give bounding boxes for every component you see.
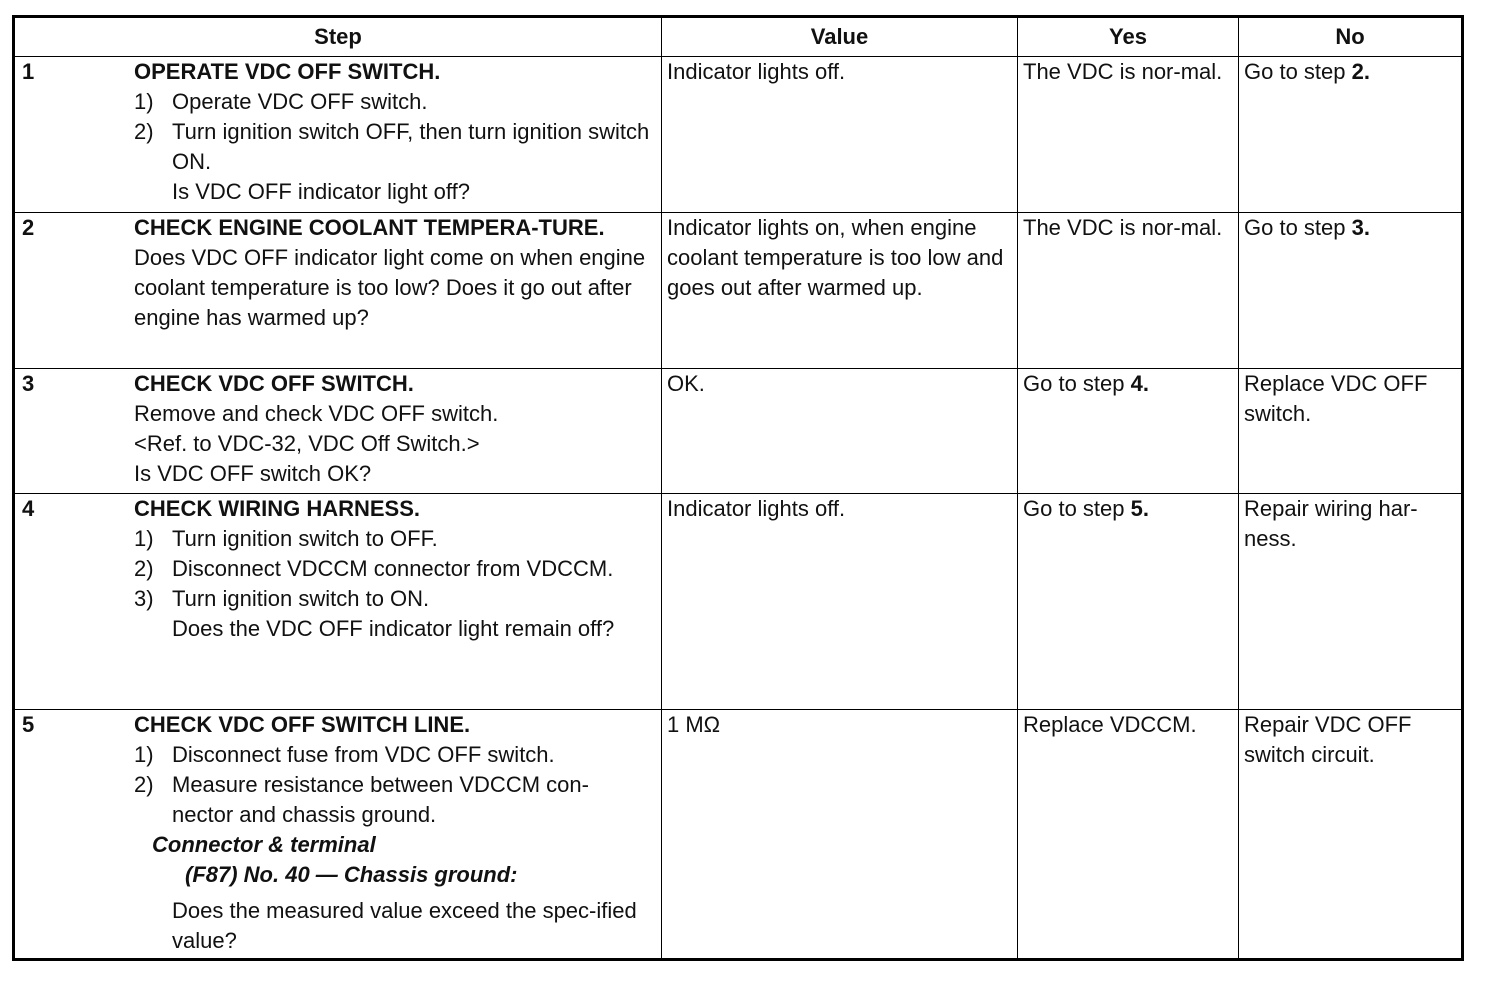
list-item: 1) Turn ignition switch to OFF. bbox=[134, 526, 438, 551]
table-row bbox=[14, 494, 1463, 710]
no-cell: Replace VDC OFF switch. bbox=[1239, 369, 1463, 494]
step-number: 1 bbox=[22, 59, 35, 84]
step-number: 4 bbox=[22, 496, 35, 521]
connector-label: Connector & terminal bbox=[152, 832, 376, 857]
list-item: 2) Measure resistance between VDCCM con-nector and chassis ground. bbox=[134, 772, 589, 827]
step-number: 2 bbox=[22, 215, 35, 240]
header-no: No bbox=[1239, 17, 1463, 57]
no-cell: Go to step 3. bbox=[1239, 213, 1463, 369]
list-item: 1) Disconnect fuse from VDC OFF switch. bbox=[134, 742, 555, 767]
value-cell: Indicator lights off. bbox=[662, 57, 1018, 213]
step-heading: OPERATE VDC OFF SWITCH. bbox=[134, 59, 441, 84]
step-cell bbox=[14, 494, 662, 710]
header-row bbox=[14, 17, 1463, 57]
table-row bbox=[14, 369, 1463, 494]
step-heading: CHECK WIRING HARNESS. bbox=[134, 496, 421, 521]
yes-cell: The VDC is nor-mal. bbox=[1018, 213, 1239, 369]
header-value: Value bbox=[662, 17, 1018, 57]
value-cell: Indicator lights on, when engine coolant temperature is too low and goes out after warmed up. bbox=[662, 213, 1018, 369]
list-item: 2) Disconnect VDCCM connector from VDCCM. bbox=[134, 556, 614, 581]
diagnosis-table bbox=[12, 15, 1464, 961]
yes-cell: The VDC is nor-mal. bbox=[1018, 57, 1239, 213]
header-yes: Yes bbox=[1018, 17, 1239, 57]
step-reference: <Ref. to VDC-32, VDC Off Switch.> bbox=[134, 431, 480, 456]
table-row bbox=[14, 213, 1463, 369]
step-question: Does the measured value exceed the spec-ified value? bbox=[172, 898, 637, 953]
step-heading: CHECK ENGINE COOLANT TEMPERA-TURE. bbox=[134, 215, 605, 240]
step-number: 5 bbox=[22, 712, 35, 737]
list-item: 2) Turn ignition switch OFF, then turn ignition switch ON. bbox=[134, 119, 650, 174]
value-cell: OK. bbox=[662, 369, 1018, 494]
table-row bbox=[14, 710, 1463, 960]
step-heading: CHECK VDC OFF SWITCH LINE. bbox=[134, 712, 471, 737]
step-cell bbox=[14, 213, 662, 369]
yes-cell: Go to step 4. bbox=[1018, 369, 1239, 494]
no-cell: Repair wiring har-ness. bbox=[1239, 494, 1463, 710]
no-cell: Repair VDC OFF switch circuit. bbox=[1239, 710, 1463, 960]
step-heading: CHECK VDC OFF SWITCH. bbox=[134, 371, 414, 396]
yes-cell: Replace VDCCM. bbox=[1018, 710, 1239, 960]
list-item: 3) Turn ignition switch to ON. bbox=[134, 586, 430, 611]
step-cell bbox=[14, 57, 662, 213]
no-cell: Go to step 2. bbox=[1239, 57, 1463, 213]
step-question: Is VDC OFF switch OK? bbox=[134, 461, 372, 486]
step-cell bbox=[14, 369, 662, 494]
table-row bbox=[14, 57, 1463, 213]
step-cell bbox=[14, 710, 662, 960]
header-step: Step bbox=[14, 17, 662, 57]
list-item: 1) Operate VDC OFF switch. bbox=[134, 89, 428, 114]
step-body: Does VDC OFF indicator light come on when engine coolant temperature is too low? Does it go out after engine has warmed up? bbox=[134, 245, 646, 330]
step-number: 3 bbox=[22, 371, 35, 396]
value-cell: 1 MΩ bbox=[662, 710, 1018, 960]
step-question: Does the VDC OFF indicator light remain off? bbox=[172, 616, 615, 641]
step-question: Is VDC OFF indicator light off? bbox=[172, 179, 470, 204]
step-body: Remove and check VDC OFF switch. bbox=[134, 401, 499, 426]
yes-cell: Go to step 5. bbox=[1018, 494, 1239, 710]
value-cell: Indicator lights off. bbox=[662, 494, 1018, 710]
connector-spec: (F87) No. 40 — Chassis ground: bbox=[185, 862, 518, 887]
